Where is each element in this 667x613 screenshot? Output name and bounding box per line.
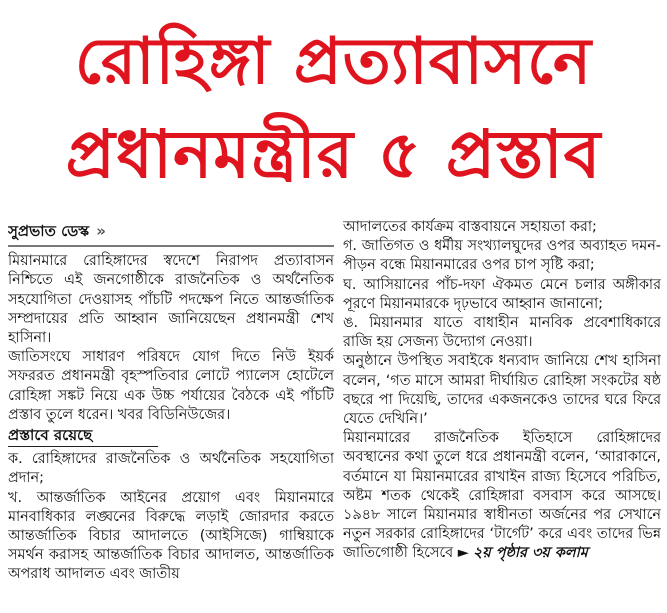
paragraph-history-text: মিয়ানমারের রাজনৈতিক ইতিহাসে রোহিঙ্গাদের অবস্থানের কথা তুলে ধরে প্রধানমন্ত্রী বলেন, ‘আরাকানে, বর্তমানে যা মিয়ানমারের রাখাইন রাজ্য হিসেবে পরিচিত, অষ্টম শতক থেকেই রোহিঙ্গারা বসবাস করে আসছে। ১৯৪৮ সালে মিয়ানমার স্বাধীনতা অর্জনের পর সেখানে নতুন সরকার রোহিঙ্গাদের ‘টার্গেট’ করে এবং তাদের ভিন্ন জাতিগোষ্ঠী হিসেবে <box>343 430 661 562</box>
paragraph-thanks: অনুষ্ঠানে উপস্থিত সবাইকে ধন্যবাদ জানিয়ে শেখ হাসিনা বলেন, ‘গত মাসে আমরা দীর্ঘায়িত রোহিঙ্গা সংকটের ষষ্ঠ বছরে পা দিয়েছি, তাদের একজনকেও তাদের ঘরে ফিরে যেতে দেখিনি।’ <box>343 353 661 428</box>
paragraph-history <box>343 429 661 563</box>
paragraph-intro: মিয়ানমারে রোহিঙ্গাদের স্বদেশে নিরাপদ প্রত্যাবাসন নিশ্চিতে এই জনগোষ্ঠীকে রাজনৈতিক ও অর্থনৈতিক সহযোগিতা দেওয়াসহ পাঁচটি পদক্ষেপ নিতে আন্তর্জাতিক সম্প্রদায়ের প্রতি আহ্বান জানিয়েছেন প্রধানমন্ত্রী শেখ হাসিনা। <box>8 253 334 347</box>
headline-line-1: রোহিঙ্গা প্রত্যাবাসনে <box>74 25 593 99</box>
headline-line-2: প্রধানমন্ত্রীর ৫ প্রস্তাব <box>65 116 602 193</box>
byline <box>8 222 334 241</box>
arrow-right-icon: ► <box>457 545 469 562</box>
continued-on-page[interactable] <box>458 545 588 561</box>
chevron-right-icon: » <box>96 222 106 240</box>
proposals-subhead: প্রস্তাবে রয়েছে <box>8 426 93 445</box>
continued-label: ২য় পৃষ্ঠার ৩য় কলাম <box>472 545 588 562</box>
byline-divider <box>8 245 334 247</box>
proposal-gha: ঘ. আসিয়ানের পাঁচ-দফা ঐকমত মেনে চলার অঙ্গীকার পূরণে মিয়ানমারকে দৃঢ়ভাবে আহ্বান জানানো; <box>343 276 661 312</box>
subhead-underline <box>8 446 158 447</box>
proposal-ga: গ. জাতিগত ও ধর্মীয় সংখ্যালঘুদের ওপর অব্যাহত দমন-পীড়ন বন্ধে মিয়ানমারের ওপর চাপ সৃষ্টি করা; <box>343 238 661 274</box>
paragraph-meeting: জাতিসংঘে সাধারণ পরিষদে যোগ দিতে নিউ ইয়র্ক সফররত প্রধানমন্ত্রী বৃহস্পতিবার লোটে প্যালেস হোটেলে রোহিঙ্গা সঙ্কট নিয়ে এক উচ্চ পর্যায়ের বৈঠকে এই পাঁচটি প্রস্তাব তুলে ধরেন। খবর বিডিনিউজের। <box>8 349 334 423</box>
left-column <box>8 222 334 613</box>
proposal-kha-continued: আদালতের কার্যক্রম বাস্তবায়নে সহায়তা করা; <box>343 219 597 235</box>
proposal-kha: খ. আন্তর্জাতিক আইনের প্রয়োগ এবং মিয়ানমারে মানবাধিকার লঙ্ঘনের বিরুদ্ধে লড়াই জোরদার করতে আন্তর্জাতিক বিচার আদালতে (আইসিজে) গাম্বিয়াকে সমর্থন করাসহ আন্তর্জাতিক বিচার আদালত, আন্তর্জাতিক অপরাধ আদালত এবং জাতীয় <box>8 489 334 583</box>
right-column <box>343 218 661 613</box>
proposal-ka: ক. রোহিঙ্গাদের রাজনৈতিক ও অর্থনৈতিক সহযোগিতা প্রদান; <box>8 451 334 487</box>
proposal-umo: ঙ. মিয়ানমার যাতে বাধাহীন মানবিক প্রবেশাধিকারে রাজি হয় সেজন্য উদ্যোগ নেওয়া। <box>343 315 661 351</box>
byline-source: সুপ্রভাত ডেস্ক <box>8 222 90 240</box>
